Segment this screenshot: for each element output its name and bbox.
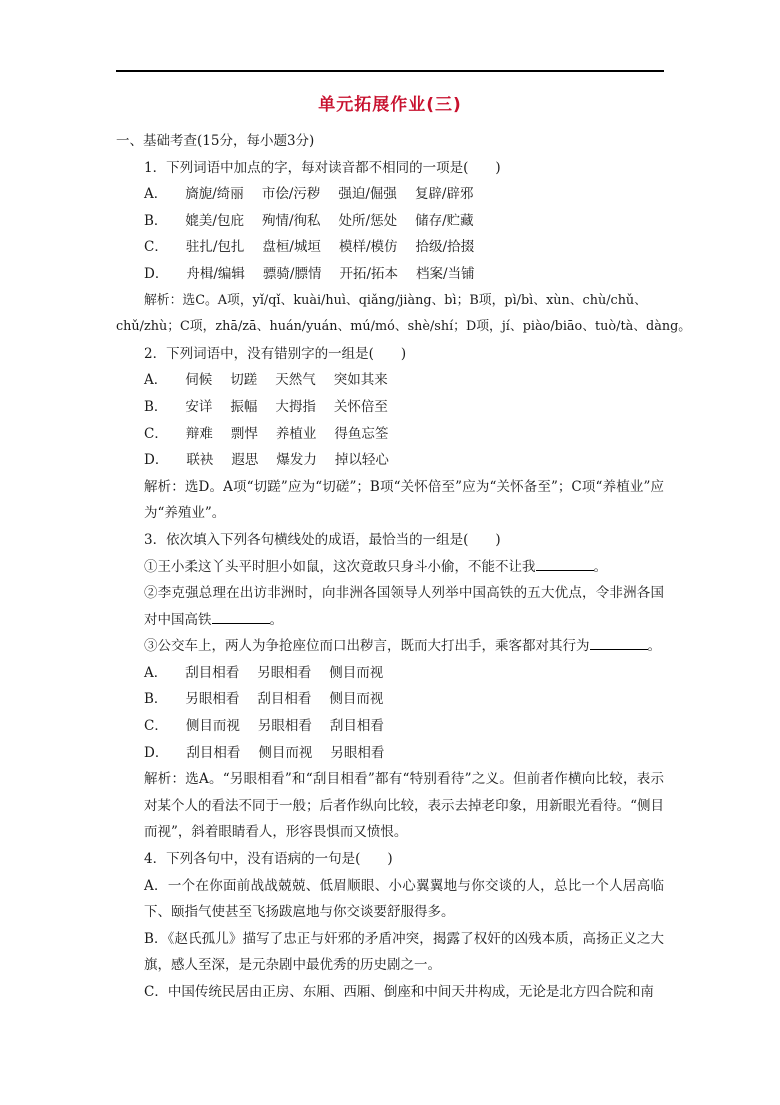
question-4-stem: 4．下列各句中，没有语病的一句是( ) bbox=[144, 851, 393, 868]
q2-option-a: A． 伺候 切蹉 天然气 突如其来 bbox=[144, 372, 388, 389]
q3-option-c: C． 侧目而视 另眼相看 刮目相看 bbox=[144, 718, 384, 735]
q4-option-c: C．中国传统民居由正房、东厢、西厢、倒座和中间天井构成，无论是北方四合院和南 bbox=[144, 984, 654, 1000]
q3-option-a: A． 刮目相看 另眼相看 侧目而视 bbox=[144, 664, 384, 681]
question-3-stem: 3．依次填入下列各句横线处的成语，最恰当的一组是( ) bbox=[144, 531, 501, 548]
q2-option-c: C． 辩难 剽悍 养植业 得鱼忘筌 bbox=[144, 425, 389, 442]
q1-option-d: D． 舟楫/编辑 骠骑/膘情 开拓/拓本 档案/当铺 bbox=[144, 265, 475, 282]
q1-option-b: B． 媲美/包庇 殉情/徇私 处所/惩处 储存/贮藏 bbox=[144, 212, 474, 229]
section-heading: 一、基础考查(15分，每小题3分) bbox=[116, 133, 315, 149]
q3-sentence-2: ②李克强总理在出访非洲时，向非洲各国领导人列举中国高铁的五大优点，令非洲各国对中国高铁 。 bbox=[144, 585, 664, 628]
q4-option-a: A．一个在你面前战战兢兢、低眉顺眼、小心翼翼地与你交谈的人，总比一个人居高临下、颐指气使甚至飞扬跋扈地与你交谈要舒服得多。 bbox=[144, 877, 664, 921]
q2-option-d: D． 联袂 遐思 爆发力 掉以轻心 bbox=[144, 452, 389, 469]
blank-line bbox=[536, 556, 594, 571]
q4-option-b: B．《赵氏孤儿》描写了忠正与奸邪的矛盾冲突，揭露了权奸的凶残本质，高扬正义之大旗，感人至深，是元杂剧中最优秀的历史剧之一。 bbox=[144, 930, 664, 974]
q1-option-c: C． 驻扎/包扎 盘桓/城垣 模样/模仿 拾级/拾掇 bbox=[144, 239, 475, 256]
document-body bbox=[116, 128, 692, 1006]
top-rule bbox=[116, 70, 664, 72]
q3-analysis: 解析：选A。“另眼相看”和“刮目相看”都有“特别看待”之义。但前者作横向比较，表示对某个人的看法不同于一般；后者作纵向比较，表示去掉老印象，用新眼光看待。“侧目而视”，斜着眼睛看人，形容畏惧而又愤恨。 bbox=[144, 771, 664, 841]
q1-analysis-line-2: chǔ/zhù；C项，zhā/zā、huán/yuán、mú/mó、shè/shí；D项，jí、piào/biāo、tuò/tà、dàng。 bbox=[116, 319, 692, 335]
q2-analysis: 解析：选D。A项“切蹉”应为“切磋”；B项“关怀倍至”应为“关怀备至”；C项“养植业”应为“养殖业”。 bbox=[144, 478, 664, 522]
page-title: 单元拓展作业(三) bbox=[318, 95, 462, 115]
q3-option-b: B． 另眼相看 刮目相看 侧目而视 bbox=[144, 691, 384, 708]
blank-line bbox=[212, 609, 270, 624]
q3-sentence-1: ①王小柔这丫头平时胆小如鼠，这次竟敢只身斗小偷，不能不让我 。 bbox=[116, 554, 664, 581]
q1-option-a: A． 旖旎/绮丽 市侩/污秽 强迫/倔强 复辟/辟邪 bbox=[144, 186, 474, 203]
q1-analysis-line-1: 解析：选C。A项，yǐ/qǐ、kuài/huì、qiǎng/jiàng、bì；B项，pì/bì、xùn、chù/chǔ、 bbox=[144, 292, 647, 308]
q2-option-b: B． 安详 振幅 大拇指 关怀倍至 bbox=[144, 398, 388, 415]
q3-option-d: D． 刮目相看 侧目而视 另眼相看 bbox=[144, 744, 385, 761]
question-2-stem: 2．下列词语中，没有错别字的一组是( ) bbox=[144, 345, 407, 362]
blank-line bbox=[590, 635, 648, 650]
question-1-stem: 1．下列词语中加点的字，每对读音都不相同的一项是( ) bbox=[144, 159, 501, 176]
q3-sentence-3: ③公交车上，两人为争抢座位而口出秽言，既而大打出手，乘客都对其行为 。 bbox=[116, 633, 664, 660]
